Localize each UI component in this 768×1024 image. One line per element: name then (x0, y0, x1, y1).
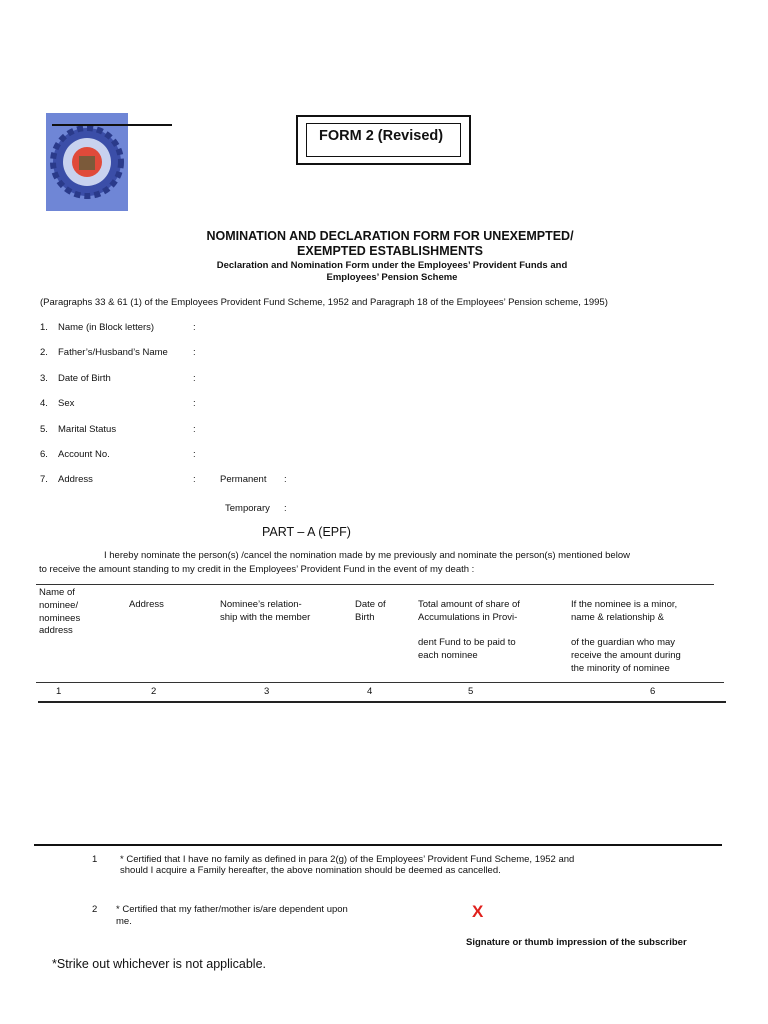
subtitle-line1: Declaration and Nomination Form under the Employees’ Provident Funds and (216, 260, 568, 271)
field-address: 7. Address (40, 474, 93, 485)
epfo-logo (46, 113, 128, 211)
gear-emblem-icon (49, 122, 125, 202)
col-header-share-cont: dent Fund to be paid to each nominee (418, 637, 516, 661)
main-title-line1: NOMINATION AND DECLARATION FORM FOR UNEXEMPTED/ (206, 229, 574, 243)
cert2-line2: me. (116, 916, 132, 927)
cert1-number: 1 (92, 854, 98, 865)
strike-out-note: *Strike out whichever is not applicable. (52, 957, 267, 971)
cert1-line1: * Certified that I have no family as defined in para 2(g) of the Employees’ Provident Fund Scheme, 1952 and (120, 854, 575, 865)
form-number: FORM 2 (Revised) (306, 123, 461, 157)
table-header-rule (36, 682, 724, 683)
part-a-heading: PART – A (EPF) (262, 525, 351, 539)
field-sex: 4. Sex (40, 398, 75, 409)
col-header-guardian-cont: of the guardian who may receive the amount during the minority of nominee (571, 637, 681, 674)
nomination-text-line1: I hereby nominate the person(s) /cancel the nomination made by me previously and nominate the person(s) mentioned below (104, 550, 630, 561)
field-name: 1. Name (in Block letters) (40, 322, 155, 333)
field-dob-colon: : (193, 373, 196, 384)
col-header-address: Address (129, 599, 164, 610)
col-number-3: 3 (264, 686, 270, 697)
table-number-rule (38, 701, 726, 703)
col-header-share: Total amount of share of Accumulations in Provi- (418, 599, 520, 623)
field-account-no: 6. Account No. (40, 449, 110, 460)
field-father-husband-colon: : (193, 347, 196, 358)
address-permanent-colon: : (284, 474, 287, 485)
address-temporary-colon: : (284, 503, 287, 514)
header-rule (52, 124, 172, 126)
cert2-number: 2 (92, 904, 98, 915)
address-permanent-label: Permanent (220, 474, 267, 485)
col-number-4: 4 (367, 686, 373, 697)
table-top-rule (36, 584, 714, 585)
signature-mark-icon: X (472, 902, 484, 921)
nomination-text-line2: to receive the amount standing to my credit in the Employees’ Provident Fund in the event of my death : (39, 564, 475, 575)
form-number-box (296, 115, 471, 165)
col-number-6: 6 (650, 686, 656, 697)
col-header-guardian: If the nominee is a minor, name & relationship & (571, 599, 678, 623)
paragraph-reference: (Paragraphs 33 & 61 (1) of the Employees Provident Fund Scheme, 1952 and Paragraph 18 of the Employees’ Pension scheme, 1995) (40, 297, 608, 308)
field-marital-status: 5. Marital Status (40, 424, 117, 435)
address-temporary-label: Temporary (225, 503, 270, 514)
field-address-colon: : (193, 474, 196, 485)
main-title-line2: EXEMPTED ESTABLISHMENTS (297, 244, 483, 258)
field-marital-colon: : (193, 424, 196, 435)
table-bottom-rule (34, 844, 722, 846)
field-name-colon: : (193, 322, 196, 333)
signature-label: Signature or thumb impression of the subscriber (466, 937, 687, 948)
cert2-line1: * Certified that my father/mother is/are dependent upon (116, 904, 348, 915)
field-sex-colon: : (193, 398, 196, 409)
col-header-dob: Date of Birth (355, 599, 386, 623)
cert1-line2: should I acquire a Family hereafter, the above nomination should be deemed as cancelled. (120, 865, 501, 876)
col-header-relationship: Nominee’s relation- ship with the member (220, 599, 311, 623)
col-header-name: Name of nominee/ nominees address (39, 587, 81, 637)
field-account-colon: : (193, 449, 196, 460)
col-number-2: 2 (151, 686, 157, 697)
subtitle-line2: Employees’ Pension Scheme (326, 272, 458, 283)
field-father-husband-name: 2. Father’s/Husband’s Name (40, 347, 168, 358)
field-date-of-birth: 3. Date of Birth (40, 373, 111, 384)
col-number-1: 1 (56, 686, 62, 697)
col-number-5: 5 (468, 686, 474, 697)
